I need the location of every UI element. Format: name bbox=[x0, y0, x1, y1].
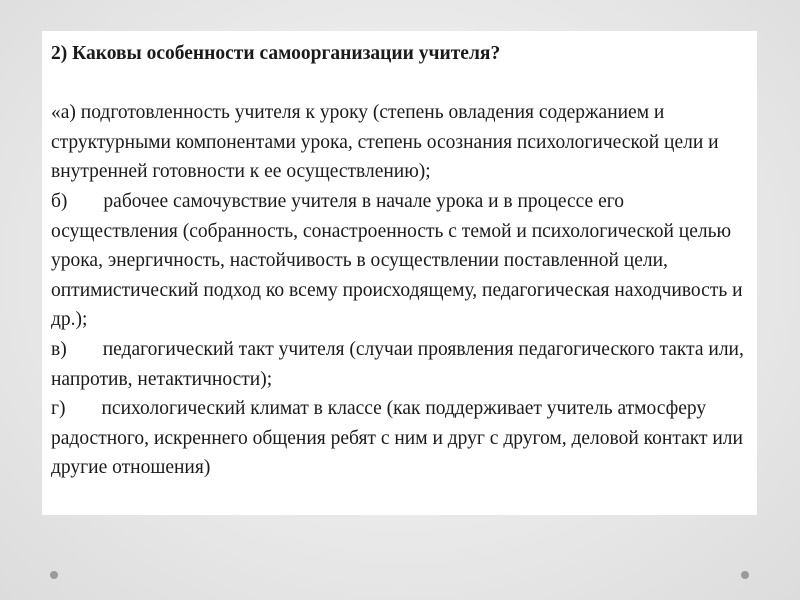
marker-v: в) bbox=[51, 338, 67, 360]
text-box bbox=[42, 31, 757, 515]
blank-line bbox=[51, 69, 747, 99]
paragraph-b-text: рабочее самочувствие учителя в начале урока и в процессе его осуществления (собранность, сонастроенность с темой и психологической целью урока, энергичность, настойчивость в осуществлении поставленной цели, оптимистический подход ко всему происходящему, педагогическая находчивость и др.); bbox=[51, 190, 743, 331]
paragraph-v bbox=[51, 335, 747, 394]
paragraph-v-text: педагогический такт учителя (случаи проявления педагогического такта или, напротив, нетактичности); bbox=[51, 338, 744, 390]
paragraph-a: «а) подготовленность учителя к уроку (степень овладения содержанием и структурными компонентами урока, степень осознания психологической цели и внутренней готовности к ее осуществлению); bbox=[51, 102, 719, 183]
paragraph-g bbox=[51, 394, 747, 483]
decorative-dot-left bbox=[50, 571, 58, 579]
paragraph-g-text: психологический климат в классе (как поддерживает учитель атмосферу радостного, искреннего общения ребят с ним и друг с другом, деловой контакт или другие отношения) bbox=[51, 398, 743, 479]
question-heading: 2) Каковы особенности самоорганизации учителя? bbox=[51, 43, 501, 64]
marker-b: б) bbox=[51, 190, 68, 212]
decorative-dot-right bbox=[741, 571, 749, 579]
marker-g: г) bbox=[51, 398, 66, 420]
paragraph-b bbox=[51, 187, 747, 335]
